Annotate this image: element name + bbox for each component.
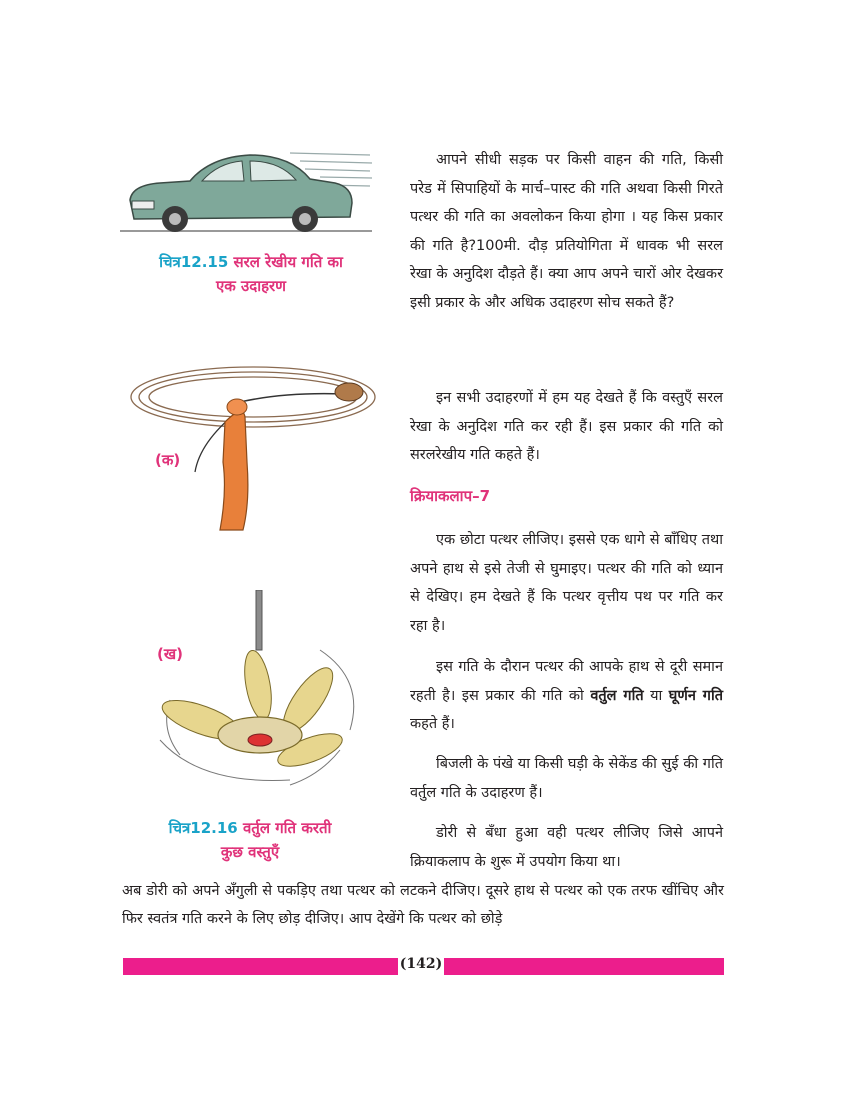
paragraph-circular-definition: इस गति के दौरान पत्थर की आपके हाथ से दूरी समान रहती है। इस प्रकार की गति को वर्तुल गति या घूर्णन गति कहते हैं। (410, 659, 723, 732)
ceiling-fan-illustration (140, 590, 375, 800)
figure-number: चित्र12.16 (168, 819, 238, 837)
page-number: (142) (399, 956, 443, 972)
figure-number: चित्र12.15 (159, 253, 229, 271)
paragraph-rectilinear-definition: इन सभी उदाहरणों में हम यह देखते हैं कि वस्तुएँ सरल रेखा के अनुदिश गति कर रही हैं। इस प्रकार की गति को सरलरेखीय गति कहते हैं। (410, 390, 723, 463)
figure-caption-line2: कुछ वस्तुएँ (220, 843, 280, 861)
figure-caption-12-15 (120, 250, 382, 298)
paragraph-circular-examples: बिजली के पंखे या किसी घड़ी के सेकेंड की सुई की गति वर्तुल गति के उदाहरण हैं। (410, 756, 723, 801)
figure-label-k: (क) (155, 451, 181, 469)
car-illustration (120, 145, 375, 240)
paragraph-activity: एक छोटा पत्थर लीजिए। इससे एक धागे से बाँधिए तथा अपने हाथ से इसे तेजी से घुमाइए। पत्थर की गति को ध्यान से देखिए। हम देखते हैं कि पत्थर वृत्तीय पथ पर गति कर रहा है। (410, 532, 723, 634)
figure-label-kh: (ख) (157, 645, 183, 663)
footer-bar-left (123, 958, 398, 975)
term-circular-motion: वर्तुल गति (590, 687, 644, 704)
footer-bar-right (444, 958, 724, 975)
figure-caption-text: सरल रेखीय गति का (228, 253, 343, 271)
term-rotational-motion: घूर्णन गति (668, 687, 723, 704)
figure-caption-text: वर्तुल गति करती (237, 819, 332, 837)
figure-caption-line2: एक उदाहरण (215, 277, 287, 295)
paragraph-rectilinear-intro: आपने सीधी सड़क पर किसी वाहन की गति, किसी परेड में सिपाहियों के मार्च–पास्ट की गति अथवा किसी गिरते पत्थर की गति का अवलोकन किया होगा । यह किस प्रकार की गति है?100मी. दौड़ प्रतियोगिता में धावक भी सरल रेखा के अनुदिश दौड़ते हैं। क्या आप अपने चारों ओर देखकर इसी प्रकार के और अधिक उदाहरण सोच सकते हैं? (410, 152, 723, 311)
activity-heading: क्रियाकलाप–7 (410, 487, 491, 505)
figure-caption-12-16 (130, 816, 370, 864)
whirling-stone-illustration (125, 352, 380, 532)
paragraph-pendulum-start: डोरी से बँधा हुआ वही पत्थर लीजिए जिसे आपने क्रियाकलाप के शुरू में उपयोग किया था। (410, 825, 723, 870)
paragraph-pendulum-continued: अब डोरी को अपने अँगुली से पकड़िए तथा पत्थर को लटकने दीजिए। दूसरे हाथ से पत्थर को एक तरफ खींचिए और फिर स्वतंत्र गति करने के लिए छोड़ दीजिए। आप देखेंगे कि पत्थर को छोड़े (122, 883, 724, 927)
